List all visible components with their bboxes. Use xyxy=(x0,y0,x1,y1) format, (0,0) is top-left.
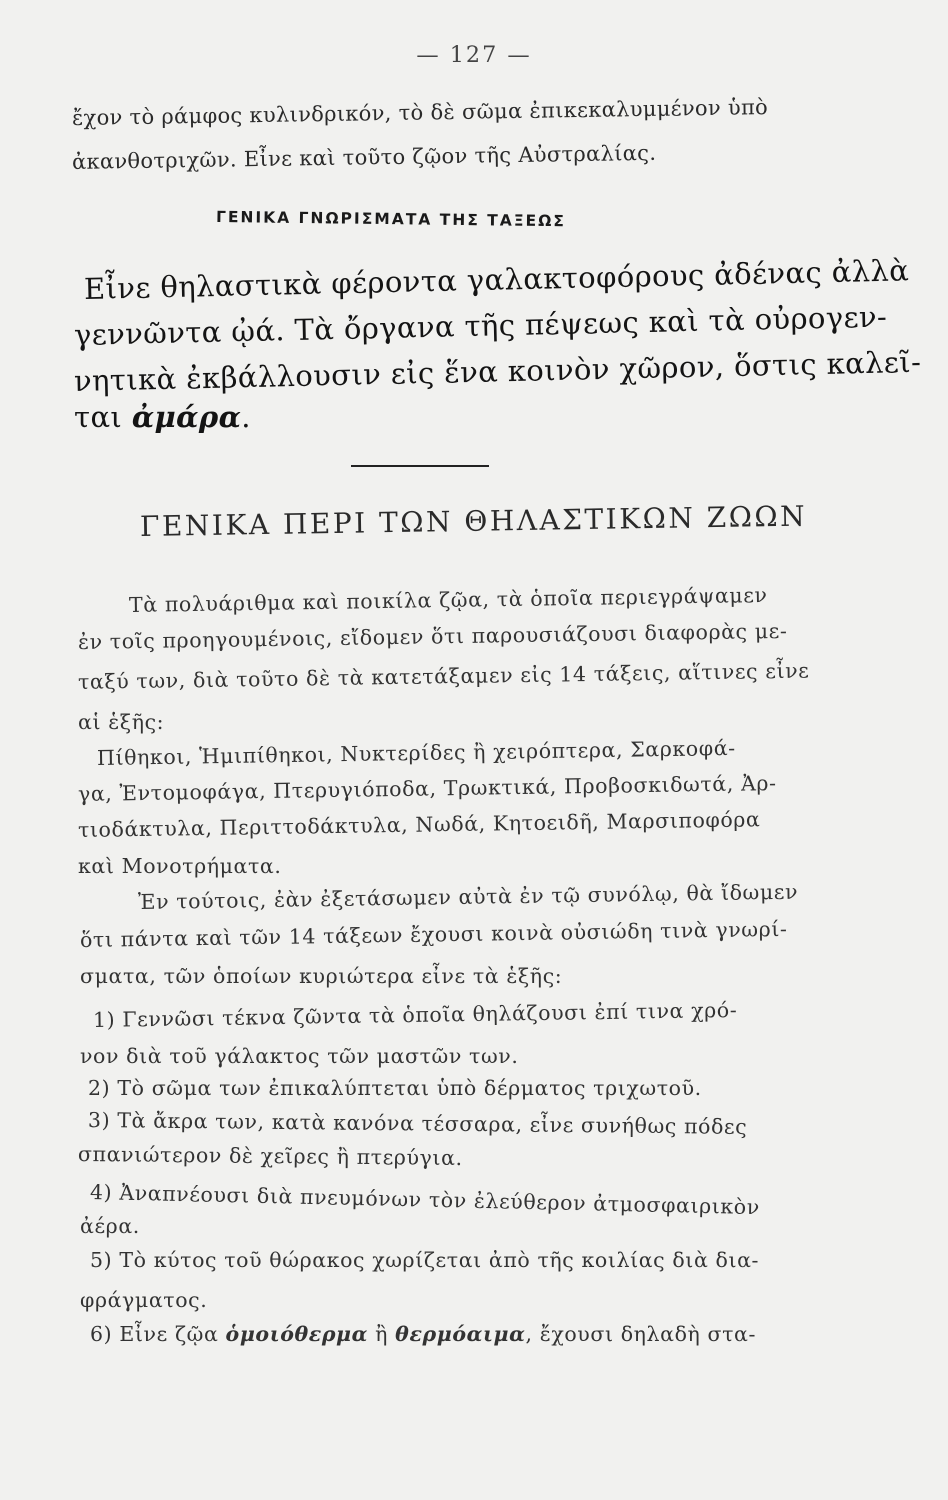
page-number: — 127 — xyxy=(416,42,532,68)
paragraph-line: καὶ Μονοτρήματα. xyxy=(78,854,282,878)
paragraph-line: ὅτι πάντα καὶ τῶν 14 τάξεων ἔχουσι κοινὰ οὐσιώδη τινὰ γνωρί- xyxy=(79,916,788,952)
list-item-continuation: ἀέρα. xyxy=(80,1214,140,1238)
list-item: 3) Τὰ ἄκρα των, κατὰ κανόνα τέσσαρα, εἶνε συνήθως πόδες xyxy=(87,1108,748,1139)
emphasized-term: ἀμάρα xyxy=(131,400,242,434)
list-item: 2) Τὸ σῶμα των ἐπικαλύπτεται ὑπὸ δέρματος τριχωτοῦ. xyxy=(88,1076,702,1100)
list-item-continuation: φράγματος. xyxy=(80,1288,208,1312)
paragraph-line: νητικὰ ἐκβάλλουσιν εἰς ἕνα κοινὸν χῶρον, ὅστις καλεῖ- xyxy=(73,344,922,398)
paragraph-line: τιοδάκτυλα, Περιττοδάκτυλα, Νωδά, Κητοειδῆ, Μαρσιποφόρα xyxy=(77,807,761,842)
paragraph-line: ταξύ των, διὰ τοῦτο δὲ τὰ κατετάξαμεν εἰς 14 τάξεις, αἵτινες εἶνε xyxy=(77,658,810,694)
paragraph-line xyxy=(74,400,251,434)
intro-line: ἀκανθοτριχῶν. Εἶνε καὶ τοῦτο ζῷον τῆς Αὐστραλίας. xyxy=(71,140,657,174)
section-heading-mammals: ΓΕΝΙΚΑ ΠΕΡΙ ΤΩΝ ΘΗΛΑΣΤΙΚΩΝ ΖΩΩΝ xyxy=(139,499,808,543)
paragraph-line: γεννῶντα ᾠά. Τὰ ὄργανα τῆς πέψεως καὶ τὰ οὐρογεν- xyxy=(73,299,888,352)
section-divider xyxy=(351,465,489,467)
paragraph-line: Εἶνε θηλαστικὰ φέροντα γαλακτοφόρους ἀδένας ἀλλὰ xyxy=(83,253,910,306)
list-item-continuation: νον διὰ τοῦ γάλακτος τῶν μαστῶν των. xyxy=(80,1044,519,1068)
list-item: 4) Ἀναπνέουσι διὰ πνευμόνων τὸν ἐλεύθερον ἀτμοσφαιρικὸν xyxy=(89,1180,761,1220)
paragraph-line: Τὰ πολυάριθμα καὶ ποικίλα ζῷα, τὰ ὁποῖα περιεγράψαμεν xyxy=(128,582,768,617)
emphasized-term: ὁμοιόθερμα xyxy=(225,1322,369,1346)
line-text: 6) Εἶνε ζῷα xyxy=(90,1322,226,1346)
line-text: ἢ xyxy=(368,1322,396,1346)
paragraph-line: Ἐν τούτοις, ἐὰν ἐξετάσωμεν αὐτὰ ἐν τῷ συνόλῳ, θὰ ἴδωμεν xyxy=(137,879,799,914)
paragraph-line: Πίθηκοι, Ἡμιπίθηκοι, Νυκτερίδες ἢ χειρόπτερα, Σαρκοφά- xyxy=(96,735,736,770)
list-item xyxy=(90,1322,756,1346)
emphasized-term: θερμόαιμα xyxy=(395,1322,526,1346)
paragraph-line: ἐν τοῖς προηγουμένοις, εἴδομεν ὅτι παρουσιάζουσι διαφορὰς με- xyxy=(77,618,788,654)
list-item: 1) Γεννῶσι τέκνα ζῶντα τὰ ὁποῖα θηλάζουσι ἐπί τινα χρό- xyxy=(92,997,738,1032)
line-text: . xyxy=(241,400,251,434)
intro-line: ἔχον τὸ ράμφος κυλινδρικόν, τὸ δὲ σῶμα ἐπικεκαλυμμένον ὑπὸ xyxy=(71,95,769,130)
paragraph-line: γα, Ἐντομοφάγα, Πτερυγιόποδα, Τρωκτικά, Προβοσκιδωτά, Ἀρ- xyxy=(77,771,777,806)
line-text: , ἔχουσι δηλαδὴ στα- xyxy=(525,1322,757,1346)
paragraph-line: σματα, τῶν ὁποίων κυριώτερα εἶνε τὰ ἑξῆς: xyxy=(80,964,563,988)
list-item: 5) Τὸ κύτος τοῦ θώρακος χωρίζεται ἀπὸ τῆς κοιλίας διὰ δια- xyxy=(90,1248,760,1272)
paragraph-line: αἱ ἑξῆς: xyxy=(78,710,165,734)
list-item-continuation: σπανιώτερον δὲ χεῖρες ἢ πτερύγια. xyxy=(77,1142,463,1171)
section-heading-order-traits: ΓΕΝΙΚΑ ΓΝΩΡΙΣΜΑΤΑ ΤΗΣ ΤΑΞΕΩΣ xyxy=(215,208,567,231)
line-text: ται xyxy=(74,400,132,434)
